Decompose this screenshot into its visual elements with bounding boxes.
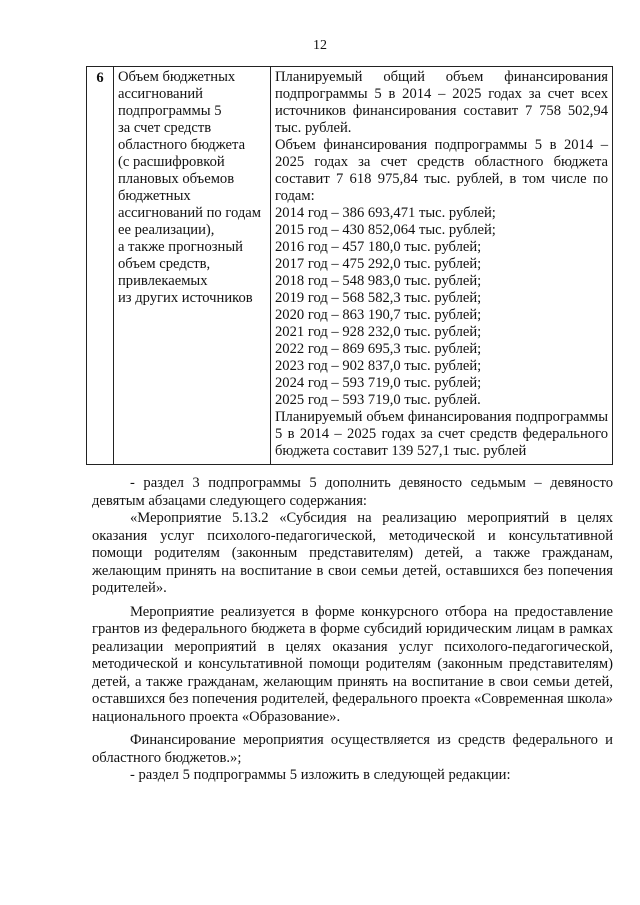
row-title-line: плановых объемов: [118, 171, 235, 187]
row-title-line: областного бюджета: [118, 137, 246, 153]
year-amount-line: 2016 год – 457 180,0 тыс. рублей;: [275, 239, 482, 255]
year-amount-line: 2014 год – 386 693,471 тыс. рублей;: [275, 205, 496, 221]
planned-total-text: Планируемый общий объем финансирования подпрограммы 5 в 2014 – 2025 годах за счет всех источников финансирования составит 7 758 502,94 тыс. рублей.: [275, 69, 608, 136]
year-amount-line: 2018 год – 548 983,0 тыс. рублей;: [275, 273, 482, 289]
row-title-line: а также прогнозный: [118, 239, 243, 255]
paragraph-measure-implementation: Мероприятие реализуется в форме конкурсного отбора на предоставление грантов из федерального бюджета в форме субсидий юридическим лицам в рамках реализации мероприятий в целях оказания услуг психолого-педагогической, методической и консультативной помощи родителям (законным представителям) детей, а также гражданам, желающим принять на воспитание в свои семьи детей, оставшихся без попечения родителей, федерального проекта «Современная школа» национального проекта «Образование».: [92, 603, 613, 725]
funding-table: [86, 66, 613, 465]
table-row: [87, 67, 613, 465]
row-title-cell: [114, 67, 271, 465]
row-title-line: ее реализации),: [118, 222, 215, 238]
paragraph-financing: Финансирование мероприятия осуществляется из средств федерального и областного бюджетов.»;: [92, 732, 613, 766]
paragraph-measure-title: «Мероприятие 5.13.2 «Субсидия на реализацию мероприятий в целях оказания услуг психолого-педагогической, методической и консультативной помощи родителям (законным представителям) детей, а также гражданам, желающим принять на воспитание в свои семьи детей, оставшихся без попечения родителей».: [92, 510, 613, 596]
row-title-line: за счет средств: [118, 120, 212, 136]
year-amount-line: 2024 год – 593 719,0 тыс. рублей;: [275, 375, 482, 391]
year-amount-line: 2023 год – 902 837,0 тыс. рублей;: [275, 358, 482, 374]
year-amount-line: 2015 год – 430 852,064 тыс. рублей;: [275, 222, 496, 238]
row-title-line: из других источников: [118, 290, 253, 306]
yearly-amounts-list: [275, 205, 608, 409]
paragraph-section-3: - раздел 3 подпрограммы 5 дополнить девяносто седьмым – девяносто девятым абзацами следующего содержания:: [92, 475, 613, 509]
page-number: 12: [313, 38, 327, 53]
row-title-line: (с расшифровкой: [118, 154, 225, 170]
year-amount-line: 2020 год – 863 190,7 тыс. рублей;: [275, 307, 482, 323]
year-amount-line: 2022 год – 869 695,3 тыс. рублей;: [275, 341, 482, 357]
year-amount-line: 2025 год – 593 719,0 тыс. рублей.: [275, 392, 481, 408]
year-amount-line: 2019 год – 568 582,3 тыс. рублей;: [275, 290, 482, 306]
row-title: [118, 69, 268, 307]
year-amount-line: 2021 год – 928 232,0 тыс. рублей;: [275, 324, 482, 340]
year-amount-line: 2017 год – 475 292,0 тыс. рублей;: [275, 256, 482, 272]
row-title-line: ассигнований: [118, 86, 203, 102]
row-number: 6: [87, 67, 114, 465]
document-body: [92, 475, 613, 785]
row-title-line: бюджетных: [118, 188, 191, 204]
regional-budget-text: Объем финансирования подпрограммы 5 в 2014 – 2025 годах за счет средств областного бюджета составит 7 618 975,84 тыс. рублей, в том числе по годам:: [275, 137, 608, 204]
row-content-cell: [271, 67, 613, 465]
row-title-line: объем средств,: [118, 256, 211, 272]
federal-budget-text: Планируемый объем финансирования подпрограммы 5 в 2014 – 2025 годах за счет средств федерального бюджета составит 139 527,1 тыс. рублей: [275, 409, 608, 459]
row-title-line: привлекаемых: [118, 273, 208, 289]
row-title-line: подпрограммы 5: [118, 103, 222, 119]
row-title-line: ассигнований по годам: [118, 205, 261, 221]
paragraph-section-5: - раздел 5 подпрограммы 5 изложить в следующей редакции:: [130, 767, 511, 783]
row-title-line: Объем бюджетных: [118, 69, 236, 85]
